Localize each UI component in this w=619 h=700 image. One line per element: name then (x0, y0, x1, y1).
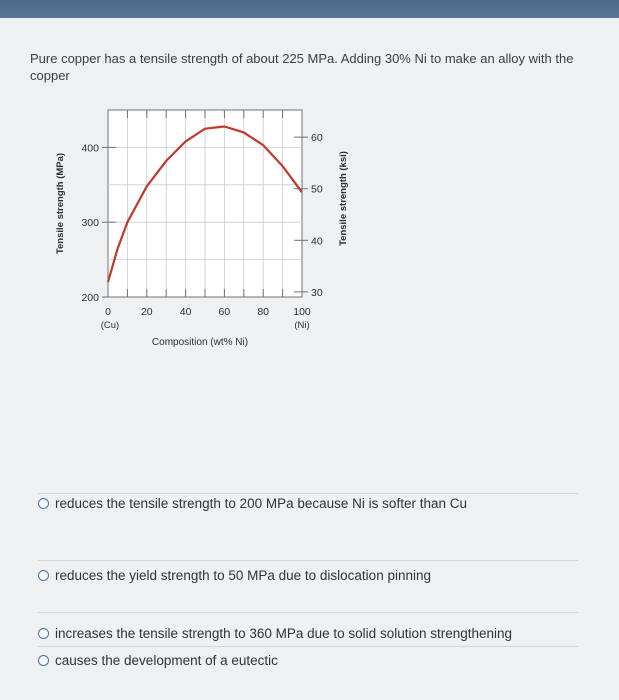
option-a-label: reduces the tensile strength to 200 MPa because Ni is softer than Cu (55, 496, 467, 511)
x-axis-label: Composition (wt% Ni) (151, 337, 249, 348)
chart-svg (50, 100, 370, 370)
tensile-strength-chart (50, 100, 370, 370)
x-tick-sublabel: (Cu) (100, 320, 120, 331)
y-axis-label: Tensile strength (MPa) (55, 152, 66, 255)
x-tick-label: 20 (140, 306, 153, 318)
divider (38, 560, 578, 561)
option-b-label: reduces the yield strength to 50 MPa due to dislocation pinning (55, 568, 431, 583)
x-tick-label: 60 (218, 306, 231, 318)
radio-d[interactable] (38, 655, 49, 666)
divider (38, 646, 578, 647)
radio-b[interactable] (38, 570, 49, 581)
y-tick-label: 200 (81, 292, 99, 304)
option-d[interactable] (38, 653, 278, 668)
y-tick-label-right: 50 (311, 183, 323, 196)
y-axis-label-right: Tensile strength (ksi) (338, 151, 349, 246)
y-tick-label-right: 60 (311, 132, 323, 145)
x-tick-label: 80 (257, 306, 270, 318)
question-text: Pure copper has a tensile strength of about 225 MPa. Adding 30% Ni to make an alloy with the copper (30, 51, 574, 83)
x-tick-label: 40 (179, 306, 192, 318)
divider (38, 493, 578, 494)
y-tick-label: 400 (81, 142, 99, 155)
x-tick-label: 0 (105, 306, 111, 318)
y-tick-label-right: 30 (311, 286, 323, 299)
y-tick-label: 300 (81, 217, 99, 230)
divider (38, 612, 578, 613)
y-tick-label-right: 40 (311, 235, 323, 248)
radio-c[interactable] (38, 628, 49, 639)
option-c-label: increases the tensile strength to 360 MPa due to solid solution strengthening (55, 626, 513, 641)
option-d-label: causes the development of a eutectic (55, 653, 278, 668)
browser-top-bar (0, 0, 619, 18)
option-c[interactable] (38, 626, 512, 641)
option-b[interactable] (38, 568, 431, 583)
option-a[interactable] (38, 496, 467, 511)
x-tick-sublabel: (Ni) (294, 320, 310, 331)
radio-a[interactable] (38, 498, 49, 509)
x-tick-label: 100 (293, 306, 311, 318)
